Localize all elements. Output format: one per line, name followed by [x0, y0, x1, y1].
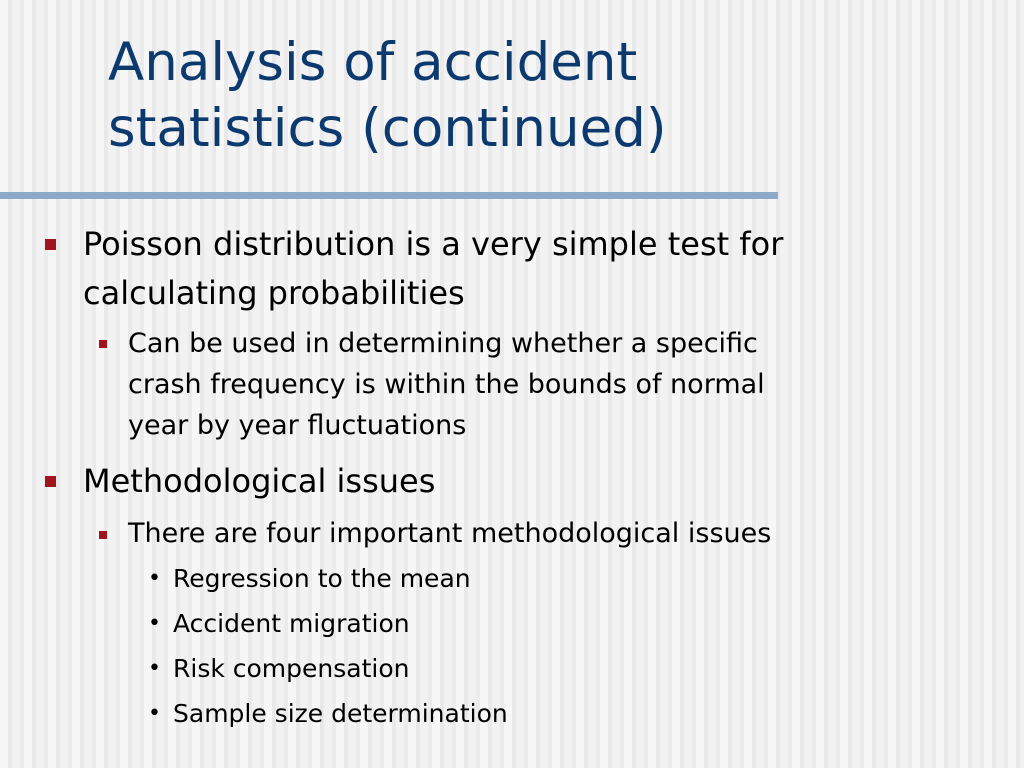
- slide-title-line: Analysis of accident: [108, 32, 638, 93]
- sub-bullet-line: There are four important methodological issues: [128, 518, 772, 549]
- bullet-line: Methodological issues: [83, 462, 436, 500]
- list-item: Risk compensation: [173, 654, 410, 683]
- square-bullet-icon: [45, 239, 56, 250]
- slide-title-line: statistics (continued): [108, 98, 667, 159]
- sub-bullet-text: [128, 323, 765, 446]
- bullet-text: [83, 220, 783, 318]
- bullet-text: [83, 457, 435, 506]
- square-bullet-icon: [45, 476, 56, 487]
- dot-bullet-icon: •: [148, 611, 161, 636]
- list-item: Regression to the mean: [173, 564, 471, 593]
- sub-bullet-line: Can be used in determining whether a specific: [128, 328, 758, 359]
- dot-bullet-icon: •: [148, 701, 161, 726]
- bullet-line: calculating probabilities: [83, 274, 465, 312]
- small-square-bullet-icon: [99, 340, 107, 348]
- sub-bullet-line: year by year fluctuations: [128, 410, 467, 441]
- dot-bullet-icon: •: [148, 566, 161, 591]
- list-item: Sample size determination: [173, 699, 508, 728]
- sub-bullet-line: crash frequency is within the bounds of normal: [128, 369, 765, 400]
- list-item: Accident migration: [173, 609, 410, 638]
- small-square-bullet-icon: [99, 531, 107, 539]
- sub-bullet-text: [128, 513, 771, 554]
- dot-bullet-icon: •: [148, 656, 161, 681]
- bullet-line: Poisson distribution is a very simple test for: [83, 225, 784, 263]
